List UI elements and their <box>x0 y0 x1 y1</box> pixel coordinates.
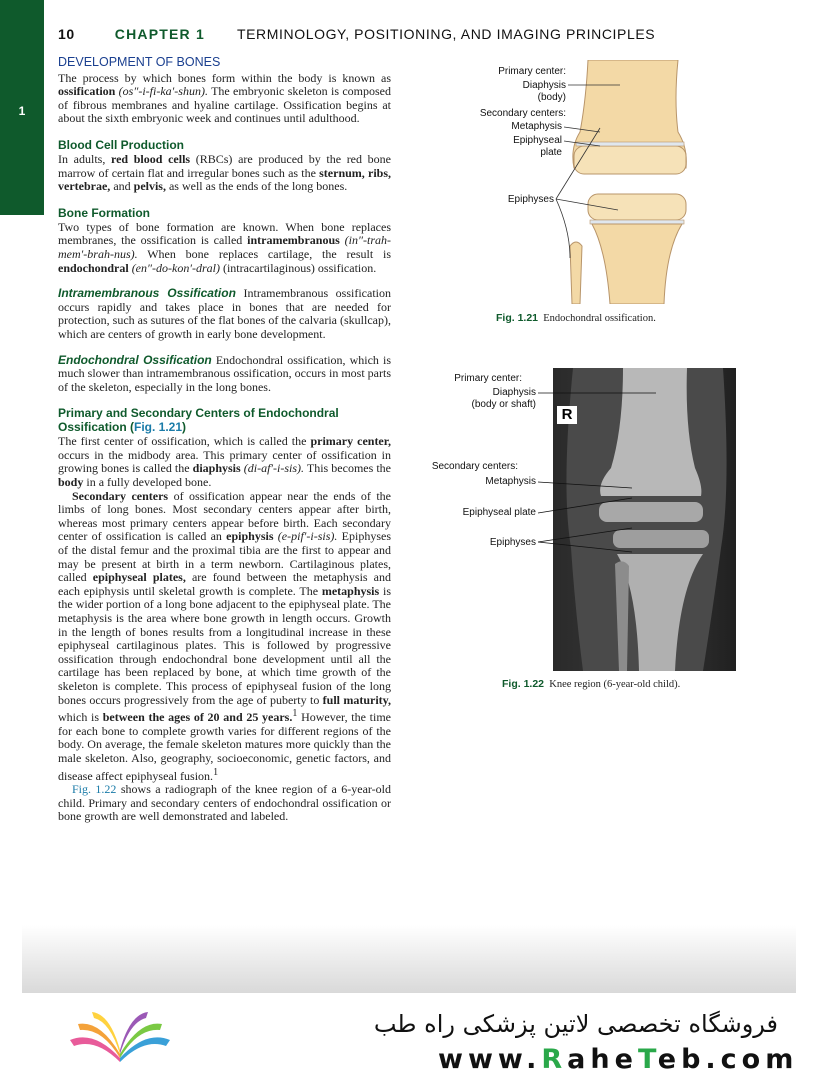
term: between the ages of 20 and 25 years. <box>102 710 293 725</box>
text: Intramembranous ossification occurs rapidly and takes place in bones that are needed for protection, such as sutures of the flat bones of the calvaria (skullcap), which are centers of growth in early bone development. <box>58 286 392 341</box>
fig21-label-plate: plate <box>540 147 562 158</box>
text: (intracartilaginous) ossification. <box>219 260 377 275</box>
text: shows a radiograph of the knee region of a 6-year-old child. Primary and secondary centers of endochondral ossification or bone growth are well demonstrated and labeled. <box>58 782 391 824</box>
term: pelvis, <box>133 179 166 194</box>
text: is the wider portion of a long bone adjacent to the epiphyseal plate. The metaphysis is the area where bone growth in length occurs. Growth in the length of bones results from a longitudinal increase in these epiphyseal cartilaginous plates. This is followed by progressive ossification through endochondral bone development until all the cartilage has been replaced by bone, at which time growth of the skeleton is complete. This process of epiphyseal fusion of the long bones occurs progressively from the age of puberty to <box>58 583 391 707</box>
fig21-label-diaphysis: Diaphysis <box>522 80 566 91</box>
fig22-label-metaphysis: Metaphysis <box>485 476 536 487</box>
term: diaphysis <box>192 461 241 476</box>
term: intramembranous <box>247 233 340 248</box>
fig22-label-primary: Primary center: <box>454 373 522 384</box>
fig22-caption <box>502 678 680 690</box>
text: The first center of ossification, which is called the <box>58 434 311 449</box>
term: epiphysis <box>226 529 274 544</box>
paragraph-secondary-centers <box>58 490 391 783</box>
term: sternum, ribs, vertebrae, <box>58 165 391 194</box>
url-part: T <box>637 1044 658 1075</box>
text: occurs in the midbody area. This primary center of ossification in growing bones is called the <box>58 447 391 476</box>
url-part: ahe <box>567 1044 638 1075</box>
fig22-leader-lines <box>536 380 676 560</box>
fig21-label-diaphysis-sub: (body) <box>537 92 566 103</box>
pronunciation: (di-af′-i-sis). <box>240 461 305 476</box>
heading-blood-cell: Blood Cell Production <box>58 137 184 152</box>
fig21-label-primary: Primary center: <box>498 66 566 77</box>
term: endochondral <box>58 260 129 275</box>
text: Primary and Secondary Centers of Endochondral Ossification ( <box>58 406 339 435</box>
pronunciation: (en″-do-kon′-dral) <box>128 260 220 275</box>
text: The process by which bones form within the body is known as <box>58 70 391 85</box>
term: metaphysis <box>321 583 380 598</box>
footnote-ref[interactable]: 1 <box>292 708 298 720</box>
text: of ossification appear near the ends of the limbs of long bones. Most secondary centers appear after birth, whereas most primary centers appear before birth. Each secondary center of ossification is called an <box>58 488 391 544</box>
term: full maturity, <box>322 692 392 707</box>
heading-bone-formation: Bone Formation <box>58 205 150 220</box>
paragraph-endochondral <box>58 354 391 395</box>
book-logo-icon <box>64 1010 176 1066</box>
fig21-caption <box>496 312 656 324</box>
text: This becomes the <box>304 461 392 476</box>
text-column <box>58 56 391 824</box>
text: and <box>110 179 134 194</box>
text: In adults, <box>58 151 111 166</box>
brand-url[interactable] <box>438 1044 799 1075</box>
url-part: www. <box>438 1044 542 1075</box>
text: However, the time for each bone to complete growth varies for different regions of the body. On average, the female skeleton matures more quickly than the male skeleton. Also, geography, socioeconomic, genetic factors, and disease affect epiphyseal fusion. <box>58 710 391 783</box>
text: in a fully developed bone. <box>83 475 212 490</box>
paragraph-ossification <box>58 72 391 126</box>
paragraph-primary-center <box>58 435 391 489</box>
figure-link[interactable]: Fig. 1.22 <box>72 782 117 797</box>
chapter-side-tab <box>0 0 44 215</box>
footer-banner <box>22 925 796 993</box>
text: ) <box>182 420 187 435</box>
term: Secondary centers <box>72 488 169 503</box>
paragraph-bone-formation <box>58 221 391 275</box>
page-number: 10 <box>58 26 75 42</box>
pronunciation: (in″-trah-mem′-brah-nus). <box>58 233 391 261</box>
figure-link[interactable]: Fig. 1.21 <box>134 420 183 435</box>
fig22-label-diaphysis: Diaphysis <box>492 387 536 398</box>
fig22-label-secondary: Secondary centers: <box>431 461 518 472</box>
url-part: eb.com <box>657 1044 799 1075</box>
footnote-ref[interactable]: 1 <box>213 766 219 778</box>
fig21-label-epiphyses: Epiphyses <box>507 194 554 205</box>
text: When bone replaces cartilage, the result is <box>137 246 391 261</box>
caption-text: Endochondral ossification. <box>543 313 656 324</box>
fig21-label-metaphysis: Metaphysis <box>511 121 562 132</box>
inline-heading: Endochondral Ossification <box>58 352 212 367</box>
inline-heading: Intramembranous Ossification <box>58 286 236 301</box>
side-tab-number: 1 <box>18 104 26 118</box>
fig21-label-epiphyseal: Epiphyseal <box>513 135 562 146</box>
fig22-label-diaphysis-sub: (body or shaft) <box>471 399 536 410</box>
term: body <box>58 475 84 490</box>
chapter-label: CHAPTER 1 <box>114 26 205 42</box>
side-marker-r: R <box>557 406 577 424</box>
heading-centers <box>58 406 391 434</box>
text: are found between the metaphysis and each epiphysis until skeletal growth is complete. The <box>58 570 392 598</box>
caption-number: Fig. 1.22 <box>502 678 545 690</box>
fig22-label-epiphyses: Epiphyses <box>489 537 536 548</box>
text: Epiphyses of the distal femur and the proximal tibia are the first to appear and may be present at birth in a term newborn. Cartilaginous plates, called <box>58 529 391 585</box>
caption-number: Fig. 1.21 <box>496 312 539 324</box>
text: Endochondral ossification, which is much slower than intramembranous ossification, occurs in most parts of the skeleton, especially in the long bones. <box>58 352 392 394</box>
term: red blood cells <box>110 151 191 166</box>
fig22-label-epiphyseal-plate: Epiphyseal plate <box>462 507 536 518</box>
paragraph-blood-cell <box>58 153 391 194</box>
term: primary center, <box>310 434 391 449</box>
pronunciation: (e-pif′-i-sis). <box>273 529 338 544</box>
text: (RBCs) are produced by the red bone marrow of certain flat and irregular bones such as the <box>58 151 391 180</box>
paragraph-fig-reference <box>58 783 391 824</box>
text: as well as the ends of the long bones. <box>165 179 348 194</box>
text: which is <box>58 710 103 725</box>
fig21-label-secondary: Secondary centers: <box>479 108 566 119</box>
text: Two types of bone formation are known. When bone replaces membranes, the ossification is called <box>58 219 391 248</box>
fig21-leader-lines <box>540 80 650 270</box>
chapter-title: TERMINOLOGY, POSITIONING, AND IMAGING PRINCIPLES <box>236 26 656 42</box>
heading-development: DEVELOPMENT OF BONES <box>58 55 221 69</box>
page-header <box>58 26 758 42</box>
url-part: R <box>541 1044 568 1075</box>
brand-name-persian: فروشگاه تخصصی لاتین پزشکی راه طب <box>373 1010 778 1038</box>
paragraph-intramembranous <box>58 287 391 341</box>
text: The embryonic skeleton is composed of fibrous membranes and hyaline cartilage. Ossification begins at about the sixth embryonic week and continues until adulthood. <box>58 84 391 126</box>
term: ossification <box>58 84 116 99</box>
caption-text: Knee region (6-year-old child). <box>549 679 681 690</box>
pronunciation: (os″-i-fi-ka′-shun). <box>118 84 208 99</box>
term: epiphyseal plates, <box>92 570 186 585</box>
